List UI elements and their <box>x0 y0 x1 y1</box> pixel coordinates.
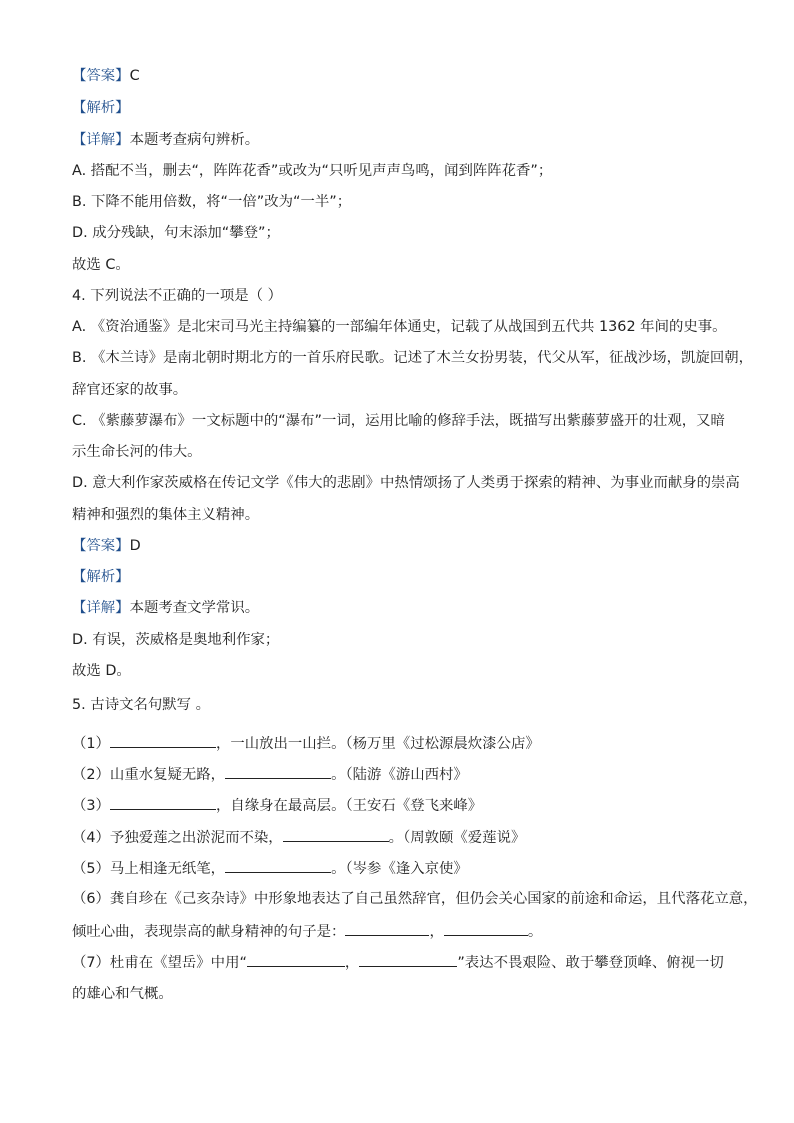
q4-stem: 4. 下列说法不正确的一项是（ ） <box>72 288 282 304</box>
item-text: ”表达不畏艰险、敢于攀登顶峰、俯视一切 <box>457 955 724 971</box>
item-text: 。（陆游《游山西村》 <box>331 767 468 783</box>
item-text: 。 <box>527 924 543 940</box>
q4-option-d-line1: D. 意大利作家茨威格在传记文学《伟大的悲剧》中热情颂扬了人类勇于探索的精神、为事业而献身的崇高 <box>72 475 740 491</box>
analysis-tag: 【解析】 <box>72 100 130 116</box>
q3-analysis-tag <box>72 98 130 118</box>
detail-text: 本题考查文学常识。 <box>129 600 260 616</box>
fill-blank[interactable] <box>247 952 345 967</box>
item-text: 倾吐心曲，表现崇高的献身精神的句子是： <box>72 924 346 940</box>
q4-option-a: A. 《资治通鉴》是北宋司马光主持编纂的一部编年体通史，记载了从战国到五代共 1362 年间的史事。 <box>72 319 727 335</box>
fill-blank[interactable] <box>110 733 216 748</box>
q5-item-6-line1: （6）龚自珍在《己亥杂诗》中形象地表达了自己虽然辞官，但仍会关心国家的前途和命运，且代落花立意， <box>72 891 758 907</box>
item-number: （1） <box>72 736 110 752</box>
q5-item-7-line2: 的雄心和气概。 <box>72 986 173 1002</box>
item-text: ，自缘身在最高层。（王安石《登飞来峰》 <box>215 798 483 814</box>
q4-analysis-tag <box>72 567 130 587</box>
q4-detail-line <box>72 598 259 618</box>
q4-conclusion: 故选 D。 <box>72 663 131 679</box>
item-text: （2）山重水复疑无路， <box>72 767 226 783</box>
detail-text: 本题考查病句辨析。 <box>129 132 260 148</box>
q3-point-d: D. 成分残缺，句末添加“攀登”； <box>72 225 280 241</box>
fill-blank[interactable] <box>283 827 389 842</box>
q4-option-b-line2: 辞官还家的故事。 <box>72 382 188 398</box>
item-text: （7）杜甫在《望岳》中用“ <box>72 955 247 971</box>
item-text: 。（岑参《逢入京使》 <box>331 861 468 877</box>
q3-answer-line <box>72 66 140 86</box>
detail-tag: 【详解】 <box>72 600 130 616</box>
answer-value: C <box>129 68 140 84</box>
analysis-tag: 【解析】 <box>72 569 130 585</box>
fill-blank[interactable] <box>359 952 457 967</box>
item-number: （3） <box>72 798 110 814</box>
answer-tag: 【答案】 <box>72 538 130 554</box>
detail-tag: 【详解】 <box>72 132 130 148</box>
fill-blank[interactable] <box>225 764 331 779</box>
separator: ， <box>344 955 360 971</box>
fill-blank[interactable] <box>110 795 216 810</box>
q5-item-1 <box>72 733 540 753</box>
item-text: （4）予独爱莲之出淤泥而不染， <box>72 830 283 846</box>
q5-item-2 <box>72 764 468 784</box>
fill-blank[interactable] <box>345 921 429 936</box>
q4-option-c-line2: 示生命长河的伟大。 <box>72 444 202 460</box>
q5-item-4 <box>72 827 525 847</box>
q4-option-b-line1: B. 《木兰诗》是南北朝时期北方的一首乐府民歌。记述了木兰女扮男装，代父从军，征战沙场，凯旋回朝， <box>72 350 753 366</box>
answer-tag: 【答案】 <box>72 68 130 84</box>
answer-value: D <box>129 538 141 554</box>
item-text: ，一山放出一山拦。（杨万里《过松源晨炊漆公店》 <box>215 736 540 752</box>
q5-item-7-line1 <box>72 952 724 972</box>
q3-detail-line <box>72 130 259 150</box>
q4-option-d-line2: 精神和强烈的集体主义精神。 <box>72 507 260 523</box>
item-text: （5）马上相逢无纸笔， <box>72 861 226 877</box>
q4-option-c-line1: C. 《紫藤萝瀑布》一文标题中的“瀑布”一词，运用比喻的修辞手法，既描写出紫藤萝盛开的壮观，又暗 <box>72 413 725 429</box>
q3-point-a: A. 搭配不当，删去“，阵阵花香”或改为“只听见声声鸟鸣，闻到阵阵花香”； <box>72 163 553 179</box>
q5-stem: 5. 古诗文名句默写 。 <box>72 697 211 713</box>
q3-conclusion: 故选 C。 <box>72 257 130 273</box>
item-text: 。（周敦颐《爱莲说》 <box>388 830 526 846</box>
q5-item-5 <box>72 858 468 878</box>
q5-item-6-line2 <box>72 921 542 941</box>
separator: ， <box>429 924 444 940</box>
q4-point-d: D. 有误，茨威格是奥地利作家； <box>72 632 280 648</box>
q4-answer-line <box>72 536 141 556</box>
fill-blank[interactable] <box>444 921 528 936</box>
fill-blank[interactable] <box>225 858 331 873</box>
q5-item-3 <box>72 795 482 815</box>
q3-point-b: B. 下降不能用倍数，将“一倍”改为“一半”； <box>72 194 352 210</box>
